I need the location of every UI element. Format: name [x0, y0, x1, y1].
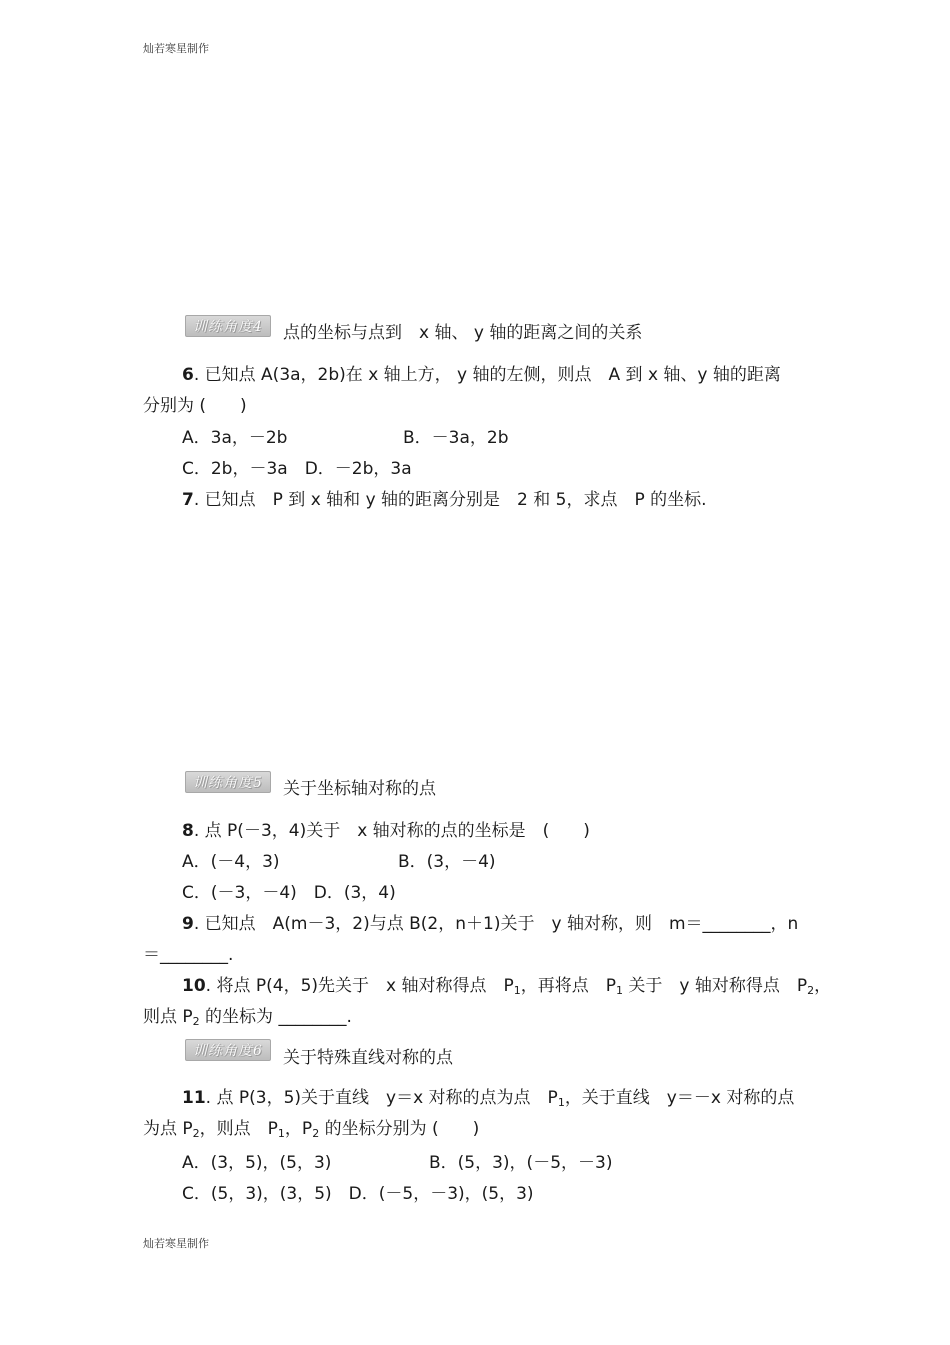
question-text: . 已知点 P 到 x 轴和 y 轴的距离分别是 2 和 5，求点 P 的坐标.: [193, 490, 707, 510]
subscript: 2: [192, 1015, 200, 1028]
subscript: 1: [557, 1096, 565, 1109]
question-text: 的坐标为 ________.: [199, 1007, 352, 1027]
option-b: B．(5，3)，(－5，－3): [429, 1153, 613, 1173]
question-text: 的坐标分别为 ( ): [319, 1119, 480, 1139]
subscript: 1: [616, 984, 624, 997]
option-a: A．(－4，3): [182, 852, 280, 872]
question-number: 9: [182, 914, 194, 934]
question-number: 11: [182, 1088, 206, 1108]
question-number: 8: [182, 821, 194, 841]
page-header: 灿若寒星制作: [143, 42, 209, 55]
option-c-d: C．2b，－3a D．－2b，3a: [182, 459, 412, 479]
subscript: 2: [312, 1127, 320, 1140]
question-9-line-2: ＝________.: [143, 945, 234, 965]
subscript: 1: [277, 1127, 285, 1140]
question-text: . 点 P(3，5)关于直线 y＝x 对称的点为点 P: [205, 1088, 558, 1108]
question-text: 关于 y 轴对称得点 P: [623, 976, 808, 996]
option-a: A．3a，－2b: [182, 428, 288, 448]
question-11-line-1: [182, 1083, 794, 1109]
question-text: ，则点 P: [199, 1119, 278, 1139]
subscript: 2: [807, 984, 815, 997]
question-text: . 点 P(－3，4)关于 x 轴对称的点的坐标是 ( ): [193, 821, 590, 841]
section-title: 关于特殊直线对称的点: [283, 1048, 453, 1068]
section-title: 点的坐标与点到 x 轴、 y 轴的距离之间的关系: [283, 323, 643, 343]
question-text: ，P: [284, 1119, 313, 1139]
question-text: 为点 P: [143, 1119, 193, 1139]
subscript: 1: [513, 984, 521, 997]
question-6-line-2: 分别为 ( ): [143, 396, 247, 416]
section-badge: 训练角度5: [185, 771, 271, 793]
section-badge: 训练角度4: [185, 315, 271, 337]
question-11-line-2: [143, 1114, 479, 1140]
question-number: 6: [182, 365, 194, 385]
question-7: [182, 485, 707, 510]
option-a: A．(3，5)，(5，3): [182, 1153, 332, 1173]
question-text: ，: [814, 976, 832, 996]
option-b: B．(3，－4): [398, 852, 496, 872]
question-10-line-1: [182, 971, 831, 997]
subscript: 2: [192, 1127, 200, 1140]
question-text: 则点 P: [143, 1007, 193, 1027]
option-c-d: C．(－3，－4) D．(3，4): [182, 883, 396, 903]
question-8: [182, 816, 590, 841]
section-badge: 训练角度6: [185, 1039, 271, 1061]
question-9-line-1: [182, 909, 798, 934]
question-6-line-1: [182, 360, 781, 385]
option-b: B．－3a，2b: [403, 428, 509, 448]
question-number: 10: [182, 976, 206, 996]
question-text: . 已知点 A(m－3，2)与点 B(2，n＋1)关于 y 轴对称，则 m＝________，n: [193, 914, 799, 934]
section-title: 关于坐标轴对称的点: [283, 779, 436, 799]
question-text: ，再将点 P: [520, 976, 617, 996]
page-footer: 灿若寒星制作: [143, 1237, 209, 1250]
question-10-line-2: [143, 1002, 352, 1028]
question-text: . 将点 P(4，5)先关于 x 轴对称得点 P: [205, 976, 514, 996]
question-text: ，关于直线 y＝－x 对称的点: [564, 1088, 795, 1108]
option-c-d: C．(5，3)，(3，5) D．(－5，－3)，(5，3): [182, 1184, 534, 1204]
question-text: . 已知点 A(3a，2b)在 x 轴上方， y 轴的左侧，则点 A 到 x 轴、y 轴的距离: [193, 365, 781, 385]
question-number: 7: [182, 490, 194, 510]
